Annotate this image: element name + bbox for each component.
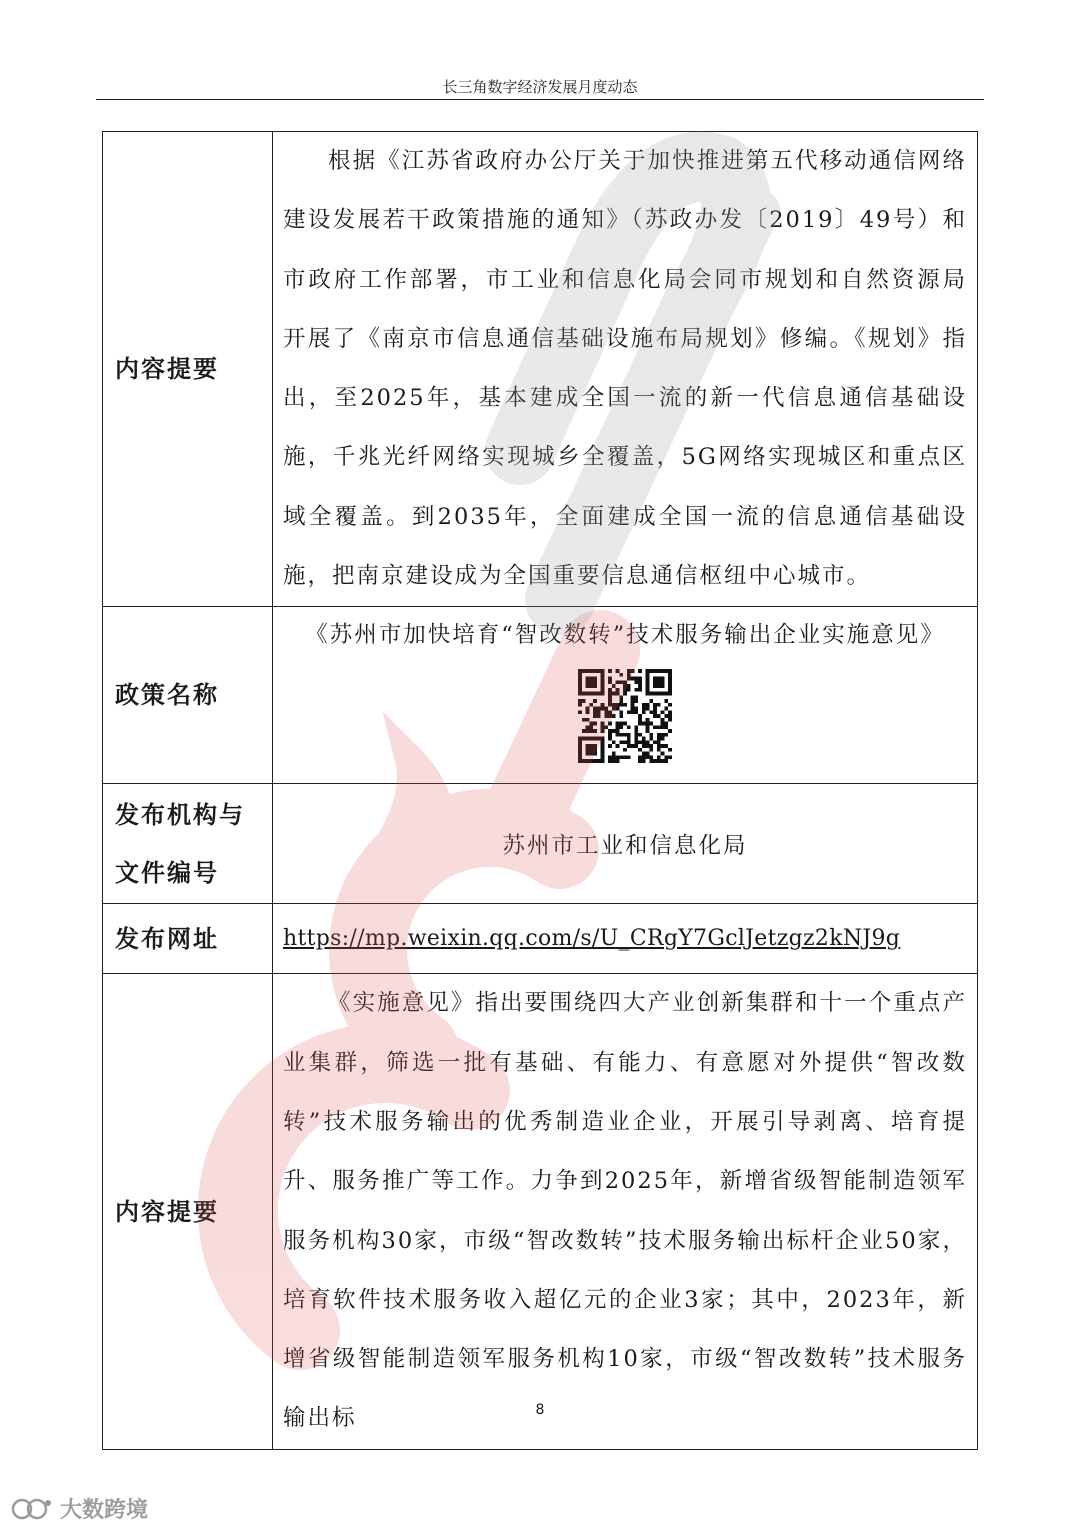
row-label-issuer [103,784,273,904]
header-rule [96,99,984,100]
row-value-summary [273,132,978,607]
brand-logo-icon [10,1495,54,1523]
row-label-summary: 内容提要 [103,132,273,607]
row-value-issuer [273,784,978,904]
table-row [103,904,978,974]
policy-title: 《苏州市加快培育“智改数转”技术服务输出企业实施意见》 [305,622,945,649]
table-row [103,132,978,607]
row-label-policy-name: 政策名称 [103,607,273,784]
policy-table [102,131,978,1450]
row-value-summary-2 [273,974,978,1449]
row-label-summary-2: 内容提要 [103,974,273,1449]
summary-paragraph: 根据《江苏省政府办公厅关于加快推进第五代移动通信网络建设发展若干政策措施的通知》（苏政办发〔2019〕49号）和市政府工作部署，市工业和信息化局会同市规划和自然资源局开展了《南京市信息通信基础设施布局规划》修编。《规划》指出，至2025年，基本建成全国一流的新一代信息通信基础设施，千兆光纤网络实现城乡全覆盖，5G网络实现城区和重点区域全覆盖。到2035年，全面建成全国一流的信息通信基础设施，把南京建设成为全国重要信息通信枢纽中心城市。 [283,148,967,590]
brand-watermark [10,1493,148,1524]
summary-paragraph-2: 《实施意见》指出要围绕四大产业创新集群和十一个重点产业集群，筛选一批有基础、有能力、有意愿对外提供“智改数转”技术服务输出的优秀制造业企业，开展引导剥离、培育提升、服务推广等工作。力争到2025年，新增省级智能制造领军服务机构30家，市级“智改数转”技术服务输出标杆企业50家，培育软件技术服务收入超亿元的企业3家；其中，2023年，新增省级智能制造领军服务机构10家，市级“智改数转”技术服务输出标 [283,990,967,1432]
issuer-label-line-2: 文件编号 [115,858,219,887]
brand-name: 大数跨境 [60,1498,149,1523]
qr-code-icon[interactable] [578,669,672,763]
table-row [103,784,978,904]
row-label-url: 发布网址 [103,904,273,974]
row-value-url [273,904,978,974]
row-value-policy-name [273,607,978,784]
publish-url-link[interactable]: https://mp.weixin.qq.com/s/U_CRgY7GclJetzgz2kNJ9g [283,926,901,952]
table-row [103,974,978,1449]
page-number: 8 [535,1402,545,1418]
table-row [103,607,978,784]
running-header: 长三角数字经济发展月度动态 [442,78,638,96]
issuer-name: 苏州市工业和信息化局 [502,832,748,859]
issuer-label-line-1: 发布机构与 [115,800,245,829]
